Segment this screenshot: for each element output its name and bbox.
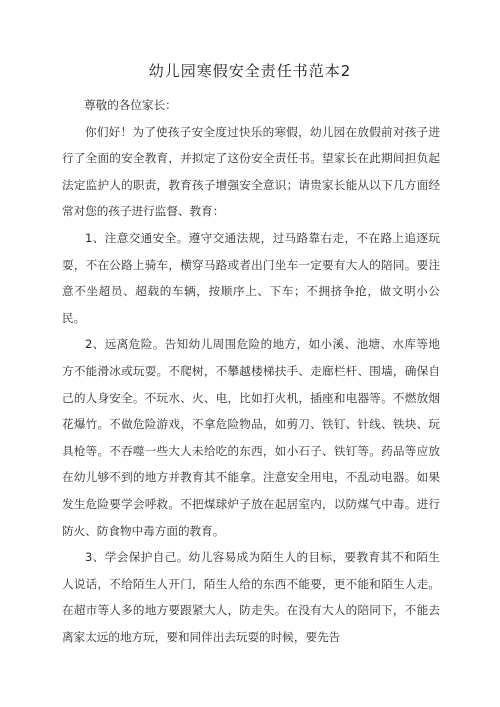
paragraph-intro: 你们好！为了使孩子安全度过快乐的寒假，幼儿园在放假前对孩子进行了全面的安全教育，并拟定了这份安全责任书。望家长在此期间担负起法定监护人的职责，教育孩子增强安全意识；请贵家长能从以下几方面经常对您的孩子进行监督、教育： [62, 124, 440, 219]
document-body [62, 92, 440, 650]
document-title: 幼儿园寒假安全责任书范本2 [148, 62, 352, 80]
paragraph-self-protection: 3、学会保护自己。幼儿容易成为陌生人的目标，要教育其不和陌生人说话，不给陌生人开门，陌生人给的东西不能要，更不能和陌生人走。在超市等人多的地方要跟紧大人，防走失。在没有大人的陪同下，不能去离家太远的地方玩，要和同伴出去玩耍的时候，要先告 [62, 550, 440, 644]
salutation: 尊敬的各位家长： [84, 98, 177, 112]
paragraph-traffic-safety: 1、注意交通安全。遵守交通法规，过马路靠右走，不在路上追逐玩耍，不在公路上骑车，横穿马路或者出门坐车一定要有大人的陪同。要注意不坐超员、超载的车辆，按顺序上、下车；不拥挤争抢，做文明小公民。 [62, 230, 440, 325]
paragraph-stay-away-danger: 2、远离危险。告知幼儿周围危险的地方，如小溪、池塘、水库等地方不能滑冰或玩耍。不爬树，不攀越楼梯扶手、走廊栏杆、围墙，确保自己的人身安全。不玩水、火、电，比如打火机，插座和电器等。不燃放烟花爆竹。不做危险游戏，不拿危险物品，如剪刀、铁钉、针线、铁块、玩具枪等。不吞噬一些大人未给吃的东西，如小石子、铁钉等。药品等应放在幼儿够不到的地方并教育其不能拿。注意安全用电，不乱动电器。如果发生危险要学会呼救。不把煤球炉子放在起居室内，以防煤气中毒。进行防火、防食物中毒方面的教育。 [62, 337, 440, 538]
